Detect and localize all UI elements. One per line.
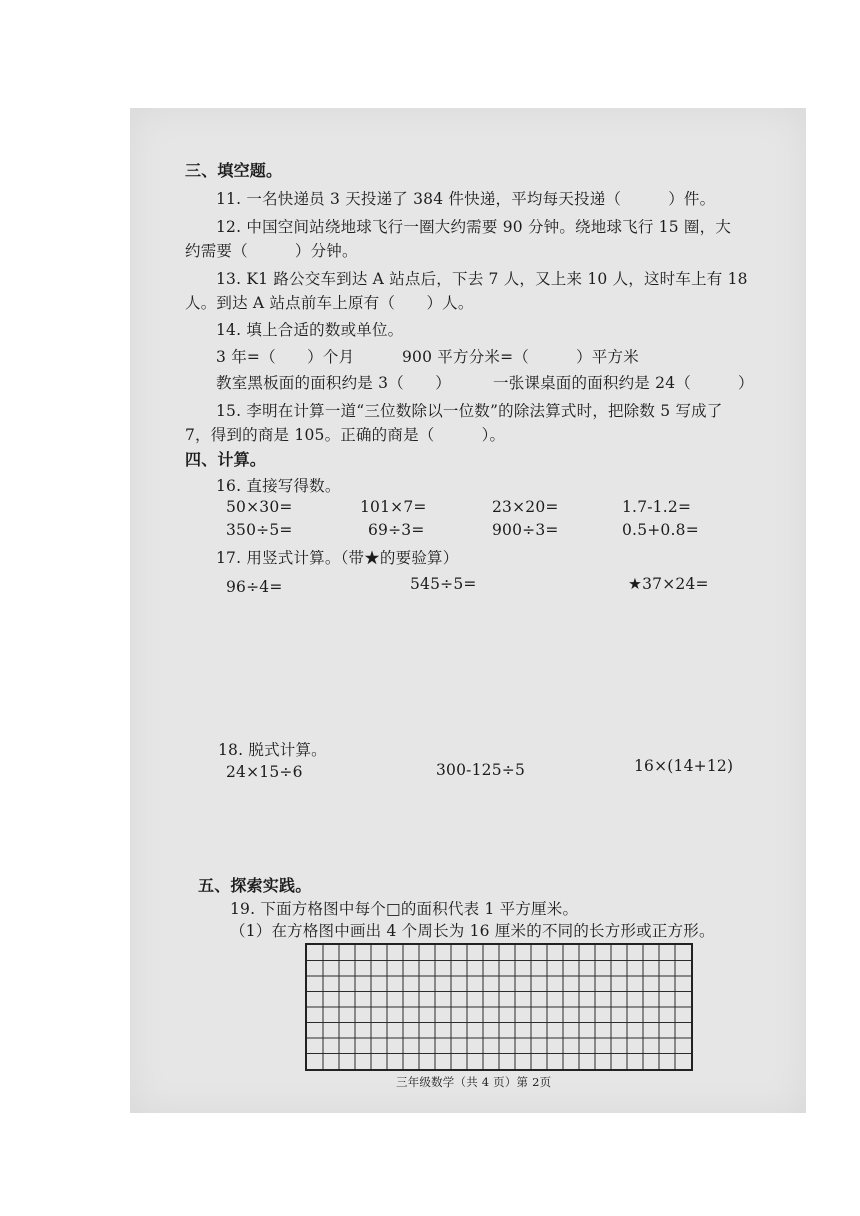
mental-math-item: 23×20= [492,498,559,516]
question-14-b: 900 平方分米=（ ）平方米 [402,348,639,366]
question-14: 14. 填上合适的数或单位。 [216,321,404,339]
question-13-line1: 13. K1 路公交车到达 A 站点后，下去 7 人，又上来 10 人，这时车上有 18 [216,270,748,288]
question-17: 17. 用竖式计算。（带★的要验算） [216,549,459,567]
section-explore-heading: 五、探索实践。 [198,876,312,895]
mental-math-item: 1.7-1.2= [622,498,692,516]
exam-page [130,108,806,1113]
grid-lines [307,945,691,1069]
question-19-part1: （1）在方格图中画出 4 个周长为 16 厘米的不同的长方形或正方形。 [230,922,715,940]
vertical-calc-item: ★37×24= [628,575,709,593]
question-12-line1: 12. 中国空间站绕地球飞行一圈大约需要 90 分钟。绕地球飞行 15 圈，大 [216,218,732,236]
step-calc-item: 16×(14+12) [634,757,734,775]
page-footer: 三年级数学（共 4 页）第 2页 [396,1075,552,1089]
question-12-line2: 约需要（ ）分钟。 [185,242,358,260]
question-14-c: 教室黑板面的面积约是 3（ ） [216,374,451,392]
vertical-calc-item: 96÷4= [226,578,283,596]
mental-math-item: 350÷5= [226,521,293,539]
mental-math-item: 50×30= [226,498,293,516]
question-18: 18. 脱式计算。 [218,741,327,759]
question-15-line1: 15. 李明在计算一道“三位数除以一位数”的除法算式时，把除数 5 写成了 [216,402,723,420]
section-calc-heading: 四、计算。 [185,450,267,469]
mental-math-item: 0.5+0.8= [622,521,699,539]
section-fill-heading: 三、填空题。 [185,161,283,180]
mental-math-item: 69÷3= [368,521,425,539]
question-15-line2: 7，得到的商是 105。正确的商是（ ）。 [185,426,506,444]
question-13-line2: 人。到达 A 站点前车上原有（ ）人。 [185,294,474,312]
square-grid[interactable] [305,943,693,1071]
question-11: 11. 一名快递员 3 天投递了 384 件快递，平均每天投递（ ）件。 [216,190,716,208]
question-19: 19. 下面方格图中每个□的面积代表 1 平方厘米。 [230,900,579,918]
question-14-a: 3 年=（ ）个月 [216,348,355,366]
question-16: 16. 直接写得数。 [216,477,341,495]
question-14-d: 一张课桌面的面积约是 24（ ） [493,374,754,392]
step-calc-item: 24×15÷6 [226,763,303,781]
mental-math-item: 900÷3= [492,521,559,539]
step-calc-item: 300-125÷5 [436,761,526,779]
mental-math-item: 101×7= [360,498,427,516]
vertical-calc-item: 545÷5= [410,575,477,593]
